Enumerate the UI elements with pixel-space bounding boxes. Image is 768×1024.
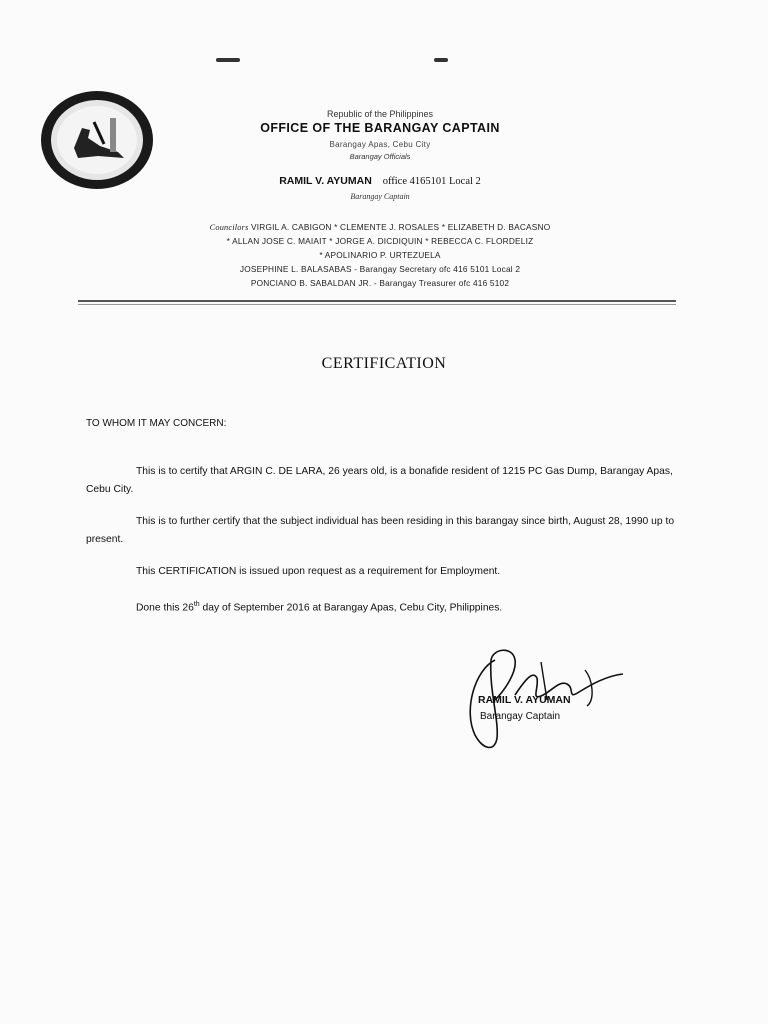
body-paragraph-3 <box>86 563 676 581</box>
document-title: CERTIFICATION <box>321 355 447 372</box>
councilors-line-3: * APOLINARIO P. URTEZUELA <box>319 250 441 260</box>
barangay-address: Barangay Apas, Cebu City <box>329 140 431 149</box>
republic-line: Republic of the Philippines <box>326 109 434 119</box>
header-divider-thin <box>78 304 676 305</box>
captain-phone: office 4165101 Local 2 <box>382 176 481 187</box>
officials-label: Barangay Officials <box>349 152 411 161</box>
body-text-2: This is to further certify that the subject individual has been residing in this barangay since birth, August 28, 1990 up to present. <box>86 516 675 545</box>
barangay-seal-icon <box>38 88 156 192</box>
scan-mark <box>216 58 240 62</box>
captain-line <box>150 175 610 187</box>
salutation: TO WHOM IT MAY CONCERN: <box>86 418 227 429</box>
signatory-name: RAMIL V. AYUMAN <box>478 694 571 706</box>
body-text-3: This CERTIFICATION is issued upon request as a requirement for Employment. <box>136 566 501 577</box>
office-title: OFFICE OF THE BARANGAY CAPTAIN <box>260 121 500 135</box>
councilors-names: VIRGIL A. CABIGON * CLEMENTE J. ROSALES * ELIZABETH D. BACASNO <box>251 222 551 232</box>
scan-mark <box>434 58 448 62</box>
councilors-line-2: * ALLAN JOSE C. MAIAIT * JORGE A. DICDIQUIN * REBECCA C. FLORDELIZ <box>226 236 534 246</box>
ordinal-suffix: th <box>193 601 200 608</box>
header-divider <box>78 300 676 302</box>
body-paragraph-2 <box>86 513 676 549</box>
councilors-label: Councilors <box>209 223 249 232</box>
body-paragraph-1 <box>86 463 676 499</box>
signatory-title: Barangay Captain <box>480 711 561 722</box>
body-text-4a: Done this 26 <box>136 602 194 614</box>
captain-name: RAMIL V. AYUMAN <box>279 175 372 187</box>
secretary-line: JOSEPHINE L. BALASABAS - Barangay Secretary ofc 416 5101 Local 2 <box>239 264 521 274</box>
body-paragraph-4 <box>86 596 676 617</box>
treasurer-line: PONCIANO B. SABALDAN JR. - Barangay Treasurer ofc 416 5102 <box>250 278 510 288</box>
body-text-1: This is to certify that ARGIN C. DE LARA, 26 years old, is a bonafide resident of 1215 PC Gas Dump, Barangay Apas, Cebu City. <box>86 466 673 495</box>
councilors-line-1 <box>140 222 620 232</box>
captain-title: Barangay Captain <box>350 192 410 201</box>
body-text-4b: day of September 2016 at Barangay Apas, Cebu City, Philippines. <box>199 602 503 614</box>
